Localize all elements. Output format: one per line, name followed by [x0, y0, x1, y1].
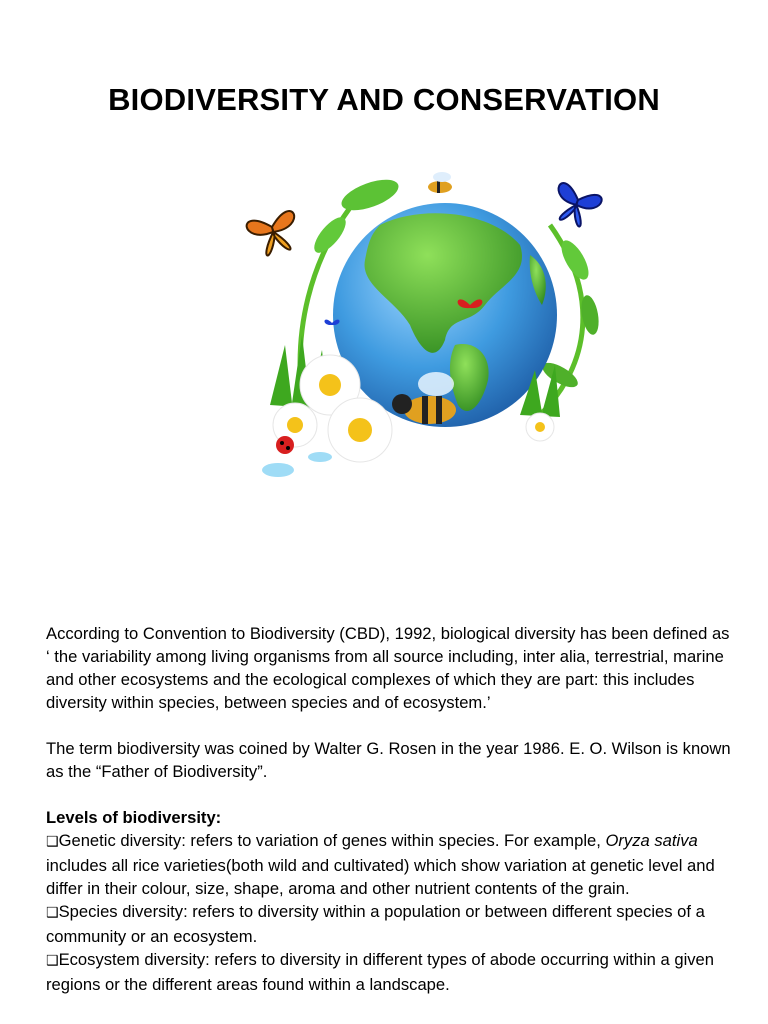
level-species — [46, 900, 736, 948]
biodiversity-illustration — [230, 165, 640, 485]
globe-illustration-icon — [230, 165, 640, 485]
genetic-text-pre: Genetic diversity: refers to variation of genes within species. For example, — [58, 831, 601, 850]
level-genetic — [46, 829, 736, 900]
page-title: BIODIVERSITY AND CONSERVATION — [108, 82, 660, 117]
level-ecosystem — [46, 948, 736, 996]
body-text — [46, 622, 736, 996]
checkbox-bullet-icon: ❑ — [46, 834, 59, 850]
cbd-definition-paragraph: According to Convention to Biodiversity (CBD), 1992, biological diversity has been defined as ‘ the variability among living organisms from all source including, inter alia, terrestrial, marine and other ecosystems and the ecological complexes of which they are part: this includes diversity within species, between species and of ecosystem.’ — [46, 624, 730, 712]
term-origin-paragraph: The term biodiversity was coined by Walter G. Rosen in the year 1986. E. O. Wilson is known as the “Father of Biodiversity”. — [46, 739, 731, 781]
species-name: Oryza sativa — [605, 831, 698, 850]
ecosystem-text: Ecosystem diversity: refers to diversity in different types of abode occurring within a given regions or the different areas found within a landscape. — [46, 950, 715, 994]
genetic-text-post: includes all rice varieties(both wild and cultivated) which show variation at genetic level and differ in their colour, size, shape, aroma and other nutrient contents of the grain. — [46, 856, 715, 898]
species-text: Species diversity: refers to diversity within a population or between different species of a community or an ecosystem. — [46, 902, 705, 946]
levels-heading: Levels of biodiversity: — [46, 808, 222, 827]
checkbox-bullet-icon: ❑ — [46, 953, 59, 969]
checkbox-bullet-icon: ❑ — [46, 905, 59, 921]
